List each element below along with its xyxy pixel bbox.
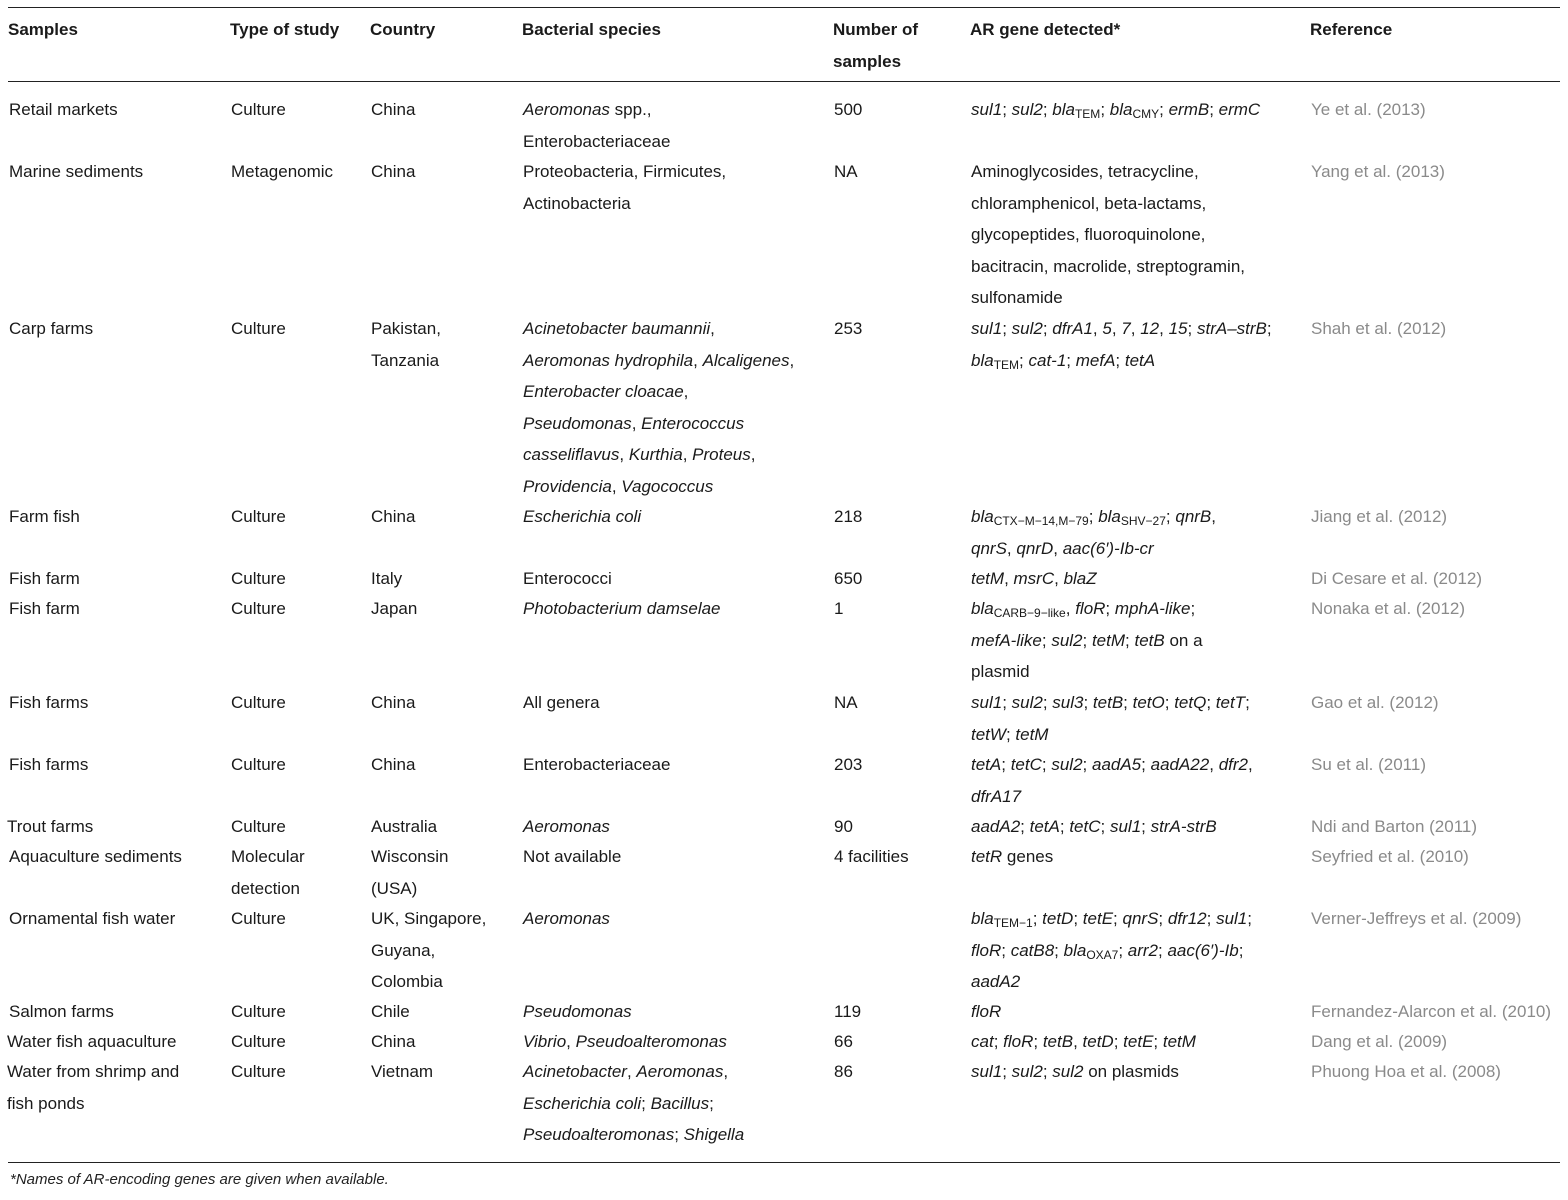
country-cell: Italy [371,569,403,588]
ar-gene-cell: cat; floR; tetB, tetD; tetE; tetM [971,1032,1196,1051]
type-of-study-cell: Culture [231,100,286,119]
reference-cell: Ndi and Barton (2011) [1311,817,1478,836]
ar-gene-cell: sul1; sul2; sul3; tetB; tetO; tetQ; tetT; tetW; tetM [971,693,1250,744]
ar-gene-header: AR gene detected* [970,20,1121,39]
country-cell: UK, Singapore, Guyana, Colombia [371,909,487,991]
samples-cell: Fish farms [9,755,89,774]
reference-cell: Phuong Hoa et al. (2008) [1311,1062,1501,1081]
number-of-samples-cell: NA [834,162,858,181]
country-cell: China [371,162,416,181]
ar-gene-cell: tetM, msrC, blaZ [971,569,1097,588]
number-of-samples-cell: 1 [834,599,844,618]
reference-cell: Su et al. (2011) [1311,755,1426,774]
bacterial-species-cell: Proteobacteria, Firmicutes, Actinobacteria [523,162,727,213]
type-of-study-cell: Culture [231,569,286,588]
country-cell: China [371,507,416,526]
bacterial-species-cell: Acinetobacter baumannii, Aeromonas hydrophila, Alcaligenes, Enterobacter cloacae, Pseudomonas, Enterococcus casseliflavus, Kurthia, Proteus, Providencia, Vagococcus [523,319,795,496]
ar-gene-cell: tetR genes [971,847,1054,866]
table-bottom-rule [8,1162,1560,1163]
country-header: Country [370,20,436,39]
reference-cell: Ye et al. (2013) [1311,100,1426,119]
number-of-samples-cell: 90 [834,817,853,836]
reference-cell: Yang et al. (2013) [1311,162,1445,181]
country-cell: Wisconsin (USA) [371,847,449,898]
samples-cell: Marine sediments [9,162,144,181]
number-of-samples-cell: NA [834,693,858,712]
type-of-study-cell: Molecular detection [231,847,305,898]
country-cell: China [371,755,416,774]
type-of-study-cell: Culture [231,507,286,526]
type-of-study-header: Type of study [230,20,340,39]
type-of-study-cell: Culture [231,693,286,712]
reference-cell: Verner-Jeffreys et al. (2009) [1311,909,1522,928]
number-of-samples-cell: 650 [834,569,863,588]
bacterial-species-cell: Enterobacteriaceae [523,755,671,774]
country-cell: Pakistan, Tanzania [371,319,441,370]
samples-cell: Water from shrimp and fish ponds [7,1062,180,1113]
samples-cell: Ornamental fish water [9,909,176,928]
reference-cell: Jiang et al. (2012) [1311,507,1448,526]
bacterial-species-cell: Vibrio, Pseudoalteromonas [523,1032,727,1051]
number-of-samples-cell: 500 [834,100,863,119]
ar-gene-cell: bla$_{CARB-9-like}$, floR; mphA-like; mefA-like; sul2; tetM; tetB on a plasmid [971,599,1203,681]
type-of-study-cell: Culture [231,817,286,836]
bacterial-species-cell: Aeromonas [523,909,610,928]
number-of-samples-cell: 119 [834,1002,862,1021]
ar-gene-cell: sul1; sul2; bla$_{TEM}$; bla$_{CMY}$; ermB; ermC [971,100,1261,121]
table-footnote: *Names of AR-encoding genes are given when available. [10,1171,389,1188]
bacterial-species-cell: Pseudomonas [523,1002,632,1021]
ar-gene-cell: bla$_{TEM-1}$; tetD; tetE; qnrS; dfr12; sul1; floR; catB8; bla$_{OXA7}$; arr2; aac(6′)-Ib; aadA2 [971,909,1252,991]
bacterial-species-cell: All genera [523,693,600,712]
ar-gene-cell: Aminoglycosides, tetracycline, chloramphenicol, beta-lactams, glycopeptides, fluoroquinolone, bacitracin, macrolide, streptogramin, sulfonamide [971,162,1246,307]
country-cell: Japan [371,599,418,618]
bacterial-species-cell: Enterococci [523,569,612,588]
reference-cell: Gao et al. (2012) [1311,693,1439,712]
number-of-samples-cell: 66 [834,1032,853,1051]
type-of-study-cell: Culture [231,1002,286,1021]
samples-cell: Farm fish [9,507,80,526]
type-of-study-cell: Culture [231,599,286,618]
number-of-samples-cell: 203 [834,755,863,774]
reference-cell: Fernandez-Alarcon et al. (2010) [1311,1002,1552,1021]
samples-cell: Trout farms [7,817,94,836]
bacterial-species-cell: Escherichia coli [523,507,642,526]
samples-cell: Salmon farms [9,1002,114,1021]
bacterial-species-header: Bacterial species [522,20,661,39]
number-of-samples-header: Number of samples [833,20,918,71]
ar-gene-cell: tetA; tetC; sul2; aadA5; aadA22, dfr2, dfrA17 [971,755,1253,806]
samples-header: Samples [8,20,78,39]
number-of-samples-cell: 86 [834,1062,853,1081]
country-cell: China [371,693,416,712]
country-cell: China [371,1032,416,1051]
country-cell: China [371,100,416,119]
reference-cell: Seyfried et al. (2010) [1311,847,1469,866]
samples-cell: Fish farm [9,569,80,588]
bacterial-species-cell: Aeromonas spp., Enterobacteriaceae [523,100,671,151]
bacterial-species-cell: Acinetobacter, Aeromonas, Escherichia coli; Bacillus; Pseudoalteromonas; Shigella [523,1062,745,1144]
type-of-study-cell: Metagenomic [231,162,334,181]
samples-cell: Aquaculture sediments [9,847,182,866]
header-bottom-rule [8,81,1560,82]
samples-cell: Carp farms [9,319,94,338]
reference-cell: Shah et al. (2012) [1311,319,1447,338]
ar-gene-cell: bla$_{CTX-M-14,M-79}$; bla$_{SHV-27}$; qnrB, qnrS, qnrD, aac(6′)-Ib-cr [971,507,1217,558]
ar-gene-cell: floR [971,1002,1002,1021]
type-of-study-cell: Culture [231,319,286,338]
reference-cell: Dang et al. (2009) [1311,1032,1448,1051]
bacterial-species-cell: Photobacterium damselae [523,599,721,618]
ar-gene-cell: sul1; sul2; dfrA1, 5, 7, 12, 15; strA–strB; bla$_{TEM}$; cat-1; mefA; tetA [971,319,1272,372]
reference-cell: Di Cesare et al. (2012) [1311,569,1483,588]
country-cell: Vietnam [371,1062,434,1081]
type-of-study-cell: Culture [231,1062,286,1081]
number-of-samples-cell: 218 [834,507,863,526]
ar-gene-cell: aadA2; tetA; tetC; sul1; strA-strB [971,817,1217,836]
samples-cell: Fish farm [9,599,80,618]
reference-header: Reference [1310,20,1393,39]
number-of-samples-cell: 253 [834,319,863,338]
reference-cell: Nonaka et al. (2012) [1311,599,1466,618]
samples-cell: Water fish aquaculture [7,1032,177,1051]
samples-cell: Retail markets [9,100,118,119]
number-of-samples-cell: 4 facilities [834,847,909,866]
country-cell: Australia [371,817,438,836]
country-cell: Chile [371,1002,410,1021]
type-of-study-cell: Culture [231,909,286,928]
type-of-study-cell: Culture [231,1032,286,1051]
ar-gene-cell: sul1; sul2; sul2 on plasmids [971,1062,1179,1081]
type-of-study-cell: Culture [231,755,286,774]
bacterial-species-cell: Aeromonas [523,817,610,836]
table-top-rule [8,7,1560,8]
samples-cell: Fish farms [9,693,89,712]
bacterial-species-cell: Not available [523,847,622,866]
